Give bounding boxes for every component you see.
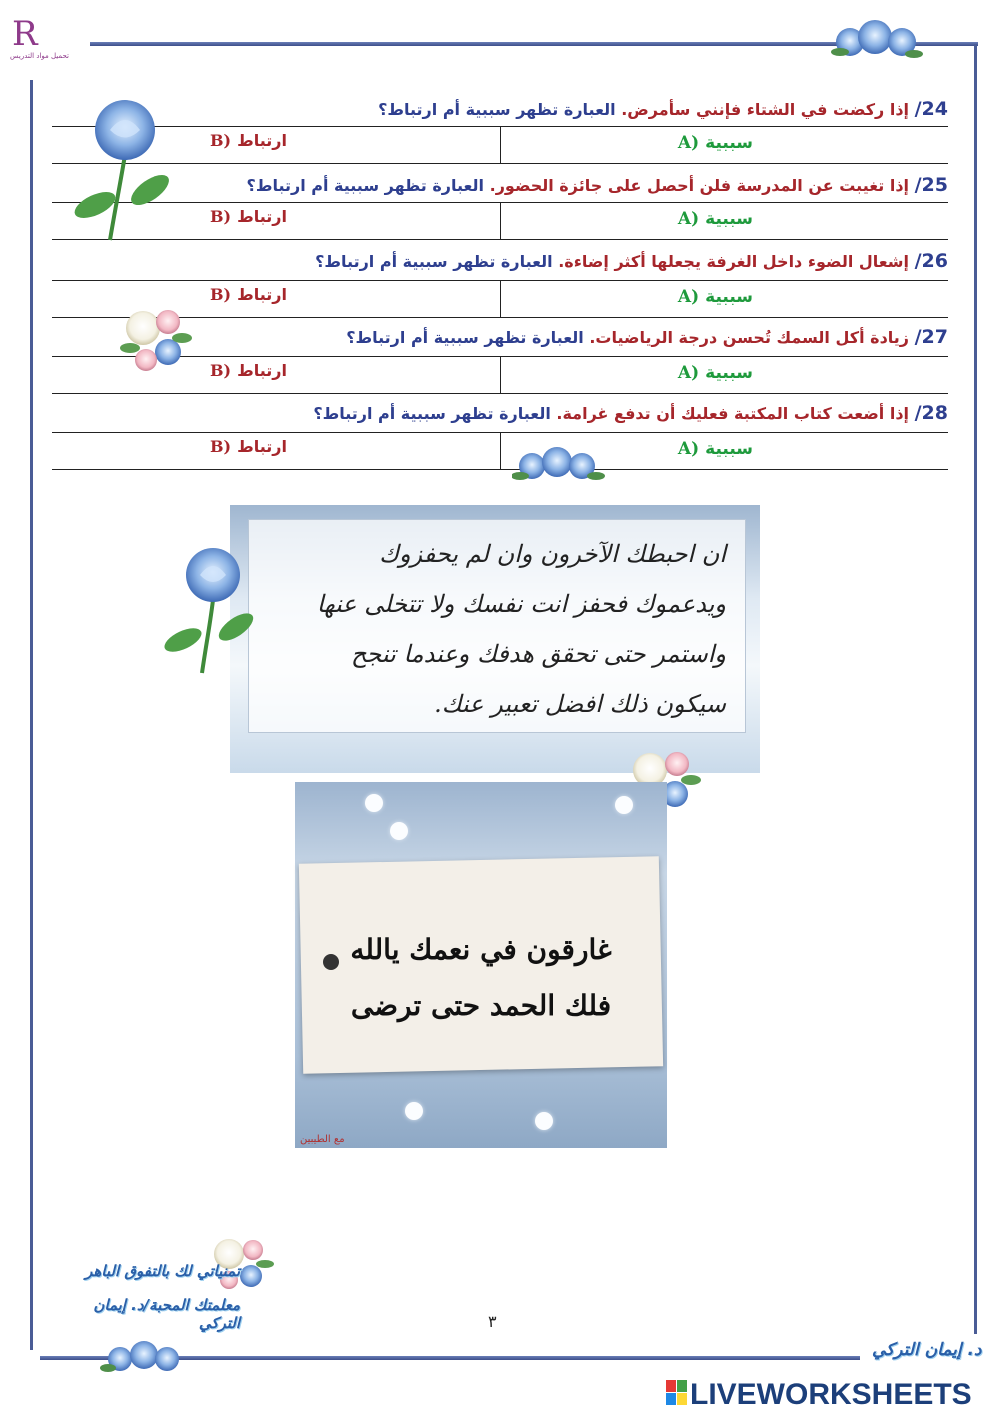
- flower-cluster-icon: [100, 1335, 190, 1380]
- question-ask: العبارة تظهر سببية أم ارتباط؟: [313, 404, 551, 423]
- option-a[interactable]: [678, 363, 753, 383]
- wish-line-2: معلمتك المحبة/د. إيمان التركي: [93, 1296, 240, 1332]
- question-number: 27/: [914, 326, 948, 348]
- option-a[interactable]: [678, 439, 753, 459]
- answer-divider: [500, 281, 501, 317]
- question-statement: زيادة أكل السمك تُحسن درجة الرياضيات.: [589, 328, 910, 347]
- image-watermark: مع الطيبين: [300, 1134, 345, 1145]
- brand-logo: [0, 0, 80, 80]
- answer-divider: [500, 127, 501, 163]
- question-statement: إذا أضعت كتاب المكتبة فعليك أن تدفع غرامة.: [556, 404, 910, 423]
- question-number: 24/: [914, 98, 948, 120]
- question-number: 28/: [914, 402, 948, 424]
- question-ask: العبارة تظهر سببية أم ارتباط؟: [315, 252, 553, 271]
- page-number: ٣: [488, 1312, 497, 1331]
- option-b-label: ارتباط: [237, 361, 287, 380]
- option-a-label: سببية: [705, 439, 753, 459]
- quote-line: ان احبطك الآخرون وان لم يحفزوك: [379, 540, 726, 568]
- blue-rose-icon: [65, 95, 180, 245]
- quote-image-1: [230, 505, 760, 773]
- question-ask: العبارة تظهر سببية أم ارتباط؟: [346, 328, 584, 347]
- option-a[interactable]: [678, 209, 753, 229]
- option-a-letter: (A: [677, 287, 700, 307]
- quote-line: غارقون في نعمك يالله: [350, 933, 612, 966]
- question-ask: العبارة تظهر سببية أم ارتباط؟: [246, 176, 485, 195]
- quote-line: سيكون ذلك افضل تعبير عنك.: [434, 690, 726, 718]
- option-a-label: سببية: [705, 133, 753, 153]
- option-b-letter: (B: [210, 285, 232, 304]
- liveworksheets-brand[interactable]: LIVEWORKSHEETS: [690, 1378, 972, 1411]
- question-statement: إشعال الضوء داخل الغرفة يجعلها أكثر إضاءة.: [558, 252, 910, 271]
- quote-image-2: [295, 782, 667, 1148]
- option-a-label: سببية: [705, 209, 753, 229]
- option-b[interactable]: [210, 207, 287, 226]
- question-number: 26/: [914, 250, 948, 272]
- flower-cluster-icon: [512, 440, 607, 490]
- question-text: [228, 92, 948, 126]
- quote-text: [295, 922, 667, 1034]
- blue-rose-icon: [158, 545, 258, 675]
- answer-row: [52, 126, 948, 164]
- quote-line: ويدعموك فحفز انت نفسك ولا تتخلى عنها: [316, 590, 726, 618]
- blossom-icon: [535, 1112, 553, 1130]
- option-a-label: سببية: [705, 287, 753, 307]
- option-b[interactable]: [210, 131, 287, 150]
- option-b-letter: (B: [210, 361, 232, 380]
- option-b-letter: (B: [210, 207, 232, 226]
- option-a-letter: (A: [677, 133, 700, 153]
- blossom-icon: [405, 1102, 423, 1120]
- author-signature: د. إيمان التركي: [872, 1340, 982, 1360]
- option-a-letter: (A: [677, 209, 700, 229]
- answer-row: [52, 202, 948, 240]
- wish-line-1: تمنياتي لك بالتفوق الباهر: [85, 1262, 240, 1280]
- option-b-label: ارتباط: [237, 207, 287, 226]
- answer-row: [52, 432, 948, 470]
- option-b-letter: (B: [210, 437, 232, 456]
- option-b-label: ارتباط: [237, 285, 287, 304]
- answer-divider: [500, 203, 501, 239]
- option-a-letter: (A: [677, 439, 700, 459]
- option-b-label: ارتباط: [237, 131, 287, 150]
- option-a[interactable]: [678, 287, 753, 307]
- blossom-icon: [615, 796, 633, 814]
- answer-divider: [500, 357, 501, 393]
- question-number: 25/: [914, 174, 948, 196]
- question-statement: إذا تغيبت عن المدرسة فلن أحصل على جائزة الحضور.: [489, 176, 910, 195]
- question-text: [228, 396, 948, 430]
- option-b-label: ارتباط: [237, 437, 287, 456]
- left-frame-line: [30, 80, 33, 1350]
- option-a[interactable]: [678, 133, 753, 153]
- blossom-icon: [365, 794, 383, 812]
- question-text: [228, 168, 948, 202]
- option-b[interactable]: [210, 361, 287, 380]
- option-b[interactable]: [210, 437, 287, 456]
- logo-caption: تحميل مواد التدريس: [10, 52, 69, 60]
- question-text: [228, 244, 948, 278]
- flower-cluster-icon: [830, 12, 925, 67]
- option-b[interactable]: [210, 285, 287, 304]
- option-b-letter: (B: [210, 131, 232, 150]
- option-a-label: سببية: [705, 363, 753, 383]
- quote-line: واستمر حتى تحقق هدفك وعندما تنجح: [350, 640, 726, 668]
- answer-divider: [500, 433, 501, 469]
- question-ask: العبارة تظهر سببية أم ارتباط؟: [378, 100, 616, 119]
- quote-line: فلك الحمد حتى ترضى: [350, 989, 612, 1022]
- logo-letter: R: [12, 14, 38, 54]
- flower-bouquet-icon: [118, 300, 198, 385]
- quote-text: [256, 529, 726, 729]
- right-frame-line: [974, 44, 977, 1334]
- blossom-icon: [390, 822, 408, 840]
- question-text: [228, 320, 948, 354]
- liveworksheets-logo-icon: [666, 1380, 688, 1406]
- option-a-letter: (A: [677, 363, 700, 383]
- question-statement: إذا ركضت في الشتاء فإنني سأمرض.: [621, 100, 910, 119]
